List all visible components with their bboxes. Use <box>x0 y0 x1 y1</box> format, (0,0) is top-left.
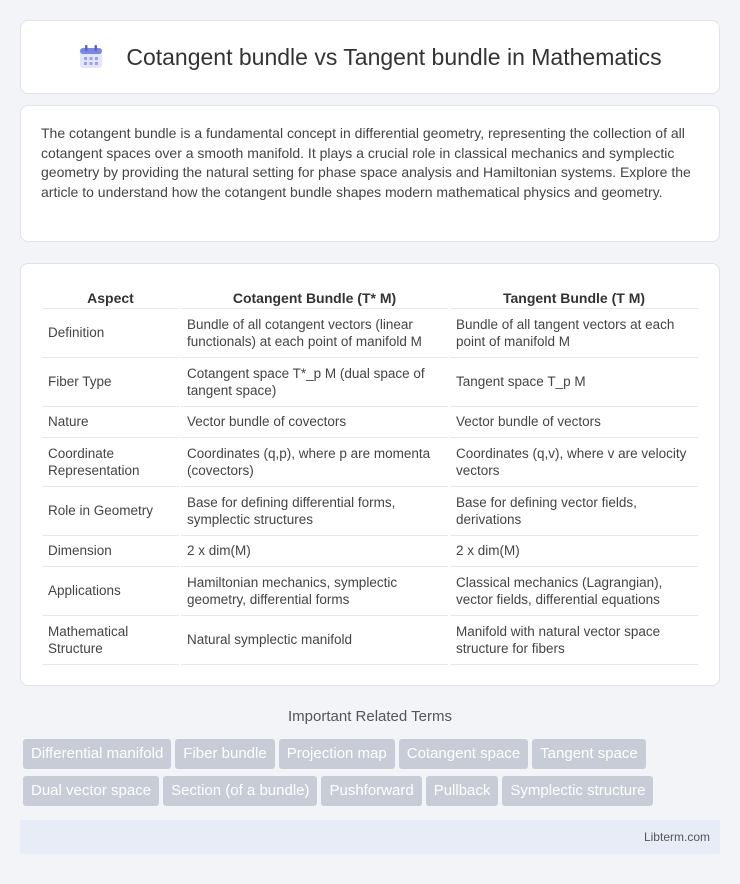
header-card <box>20 20 720 94</box>
cell-aspect: Coordinate Representation <box>42 438 179 487</box>
intro-text: The cotangent bundle is a fundamental concept in differential geometry, representing the collection of all cotangent spaces over a smooth manifold. It plays a crucial role in classical mechanics and symplectic geometry by providing the natural setting for phase space analysis and Hamiltonian systems. Explore the article to understand how the cotangent bundle shapes modern mathematical physics and geometry. <box>41 125 691 200</box>
intro-card <box>20 105 720 242</box>
cell-tangent: Tangent space T_p M <box>450 358 698 407</box>
cell-tangent: Coordinates (q,v), where v are velocity vectors <box>450 438 698 487</box>
tag-projection-map[interactable]: Projection map <box>279 739 395 769</box>
cell-tangent: Vector bundle of vectors <box>450 407 698 438</box>
table-row <box>42 438 698 487</box>
cell-cotangent: 2 x dim(M) <box>181 536 448 567</box>
cell-tangent: Bundle of all tangent vectors at each point of manifold M <box>450 309 698 358</box>
cell-cotangent: Coordinates (q,p), where p are momenta (covectors) <box>181 438 448 487</box>
related-terms-list <box>23 739 713 813</box>
table-row <box>42 309 698 358</box>
cell-tangent: 2 x dim(M) <box>450 536 698 567</box>
table-row <box>42 616 698 665</box>
table-row <box>42 358 698 407</box>
cell-tangent: Manifold with natural vector space structure for fibers <box>450 616 698 665</box>
cell-cotangent: Vector bundle of covectors <box>181 407 448 438</box>
cell-tangent: Base for defining vector fields, derivations <box>450 487 698 536</box>
tag-differential-manifold[interactable]: Differential manifold <box>23 739 171 769</box>
table-row <box>42 567 698 616</box>
table-row <box>42 487 698 536</box>
cell-aspect: Role in Geometry <box>42 487 179 536</box>
cell-aspect: Nature <box>42 407 179 438</box>
tag-symplectic-structure[interactable]: Symplectic structure <box>502 776 653 806</box>
table-row <box>42 407 698 438</box>
cell-cotangent: Cotangent space T*_p M (dual space of tangent space) <box>181 358 448 407</box>
tag-pullback[interactable]: Pullback <box>426 776 499 806</box>
cell-tangent: Classical mechanics (Lagrangian), vector fields, differential equations <box>450 567 698 616</box>
cell-aspect: Mathematical Structure <box>42 616 179 665</box>
cell-aspect: Fiber Type <box>42 358 179 407</box>
footer <box>20 820 720 854</box>
table-row <box>42 536 698 567</box>
cell-cotangent: Natural symplectic manifold <box>181 616 448 665</box>
calendar-icon <box>78 44 104 70</box>
cell-cotangent: Base for defining differential forms, symplectic structures <box>181 487 448 536</box>
tag-cotangent-space[interactable]: Cotangent space <box>399 739 528 769</box>
tag-dual-vector-space[interactable]: Dual vector space <box>23 776 159 806</box>
comparison-table <box>40 284 700 665</box>
header-tangent: Tangent Bundle (T M) <box>450 284 698 309</box>
cell-aspect: Applications <box>42 567 179 616</box>
page-title: Cotangent bundle vs Tangent bundle in Mathematics <box>126 43 662 70</box>
footer-site-link[interactable]: Libterm.com <box>643 830 710 844</box>
header-cotangent: Cotangent Bundle (T* M) <box>181 284 448 309</box>
cell-aspect: Definition <box>42 309 179 358</box>
tag-tangent-space[interactable]: Tangent space <box>532 739 646 769</box>
table-header-row <box>42 284 698 309</box>
tag-pushforward[interactable]: Pushforward <box>321 776 421 806</box>
tag-fiber-bundle[interactable]: Fiber bundle <box>175 739 274 769</box>
cell-cotangent: Hamiltonian mechanics, symplectic geometry, differential forms <box>181 567 448 616</box>
cell-cotangent: Bundle of all cotangent vectors (linear functionals) at each point of manifold M <box>181 309 448 358</box>
related-terms-title: Important Related Terms <box>288 708 452 725</box>
header-aspect: Aspect <box>42 284 179 309</box>
comparison-card <box>20 263 720 686</box>
tag-section-of-bundle[interactable]: Section (of a bundle) <box>163 776 317 806</box>
cell-aspect: Dimension <box>42 536 179 567</box>
